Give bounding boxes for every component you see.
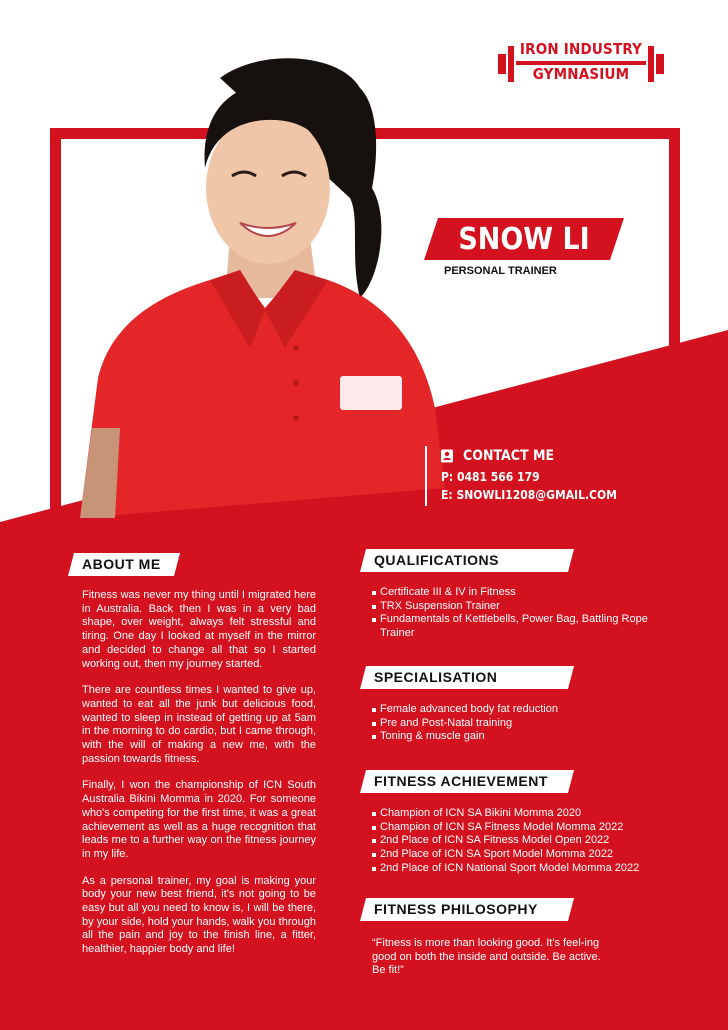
about-heading: ABOUT ME [82, 556, 161, 572]
list-item: Pre and Post-Natal training [372, 717, 652, 731]
logo-line-1: IRON INDUSTRY [519, 40, 643, 58]
list-item: Champion of ICN SA Bikini Momma 2020 [372, 807, 672, 821]
philosophy-heading: FITNESS PHILOSOPHY [374, 901, 538, 917]
contact-title: CONTACT ME [463, 448, 555, 464]
contact-book-icon [440, 449, 454, 463]
list-item: Fundamentals of Kettlebells, Power Bag, Battling Rope Trainer [372, 613, 652, 640]
about-paragraph: There are countless times I wanted to give up, wanted to eat all the junk but delicious food, wanted to sleep in instead of getting up at 5am in the morning to do cardio, but I came through, with the will of making a new me, with the passion towards fitness. [82, 684, 316, 765]
contact-email[interactable]: E: SNOWLI1208@GMAIL.COM [441, 488, 617, 502]
about-paragraph: As a personal trainer, my goal is making your body your new best friend, it's not going to be easy but all you need to know is, I will be there, by your side, hold your hands, walk you through all the pain and joy to the finish line, a fitter, healthier, happier body and life! [82, 874, 316, 956]
list-item: Certificate III & IV in Fitness [372, 586, 652, 600]
list-item: Toning & muscle gain [372, 730, 652, 744]
achievement-list [372, 807, 672, 876]
qualifications-heading-banner [360, 549, 574, 572]
philosophy-quote: “Fitness is more than looking good. It's feel-ing good on both the inside and outside. Be active. Be fit!” [372, 937, 601, 977]
qualifications-list [372, 586, 652, 641]
contact-block [425, 446, 627, 506]
about-paragraph: Fitness was never my thing until I migrated here in Australia. Back then I was in a very bad shape, over weight, always felt stressful and tiring. One day I looked at myself in the mirror and decided to change all that so I started working out, then my journey started. [82, 589, 316, 670]
trainer-role: PERSONAL TRAINER [444, 265, 557, 277]
philosophy-heading-banner [360, 898, 574, 921]
list-item: 2nd Place of ICN SA Sport Model Momma 2022 [372, 848, 672, 862]
specialisation-heading: SPECIALISATION [374, 669, 498, 685]
about-text [82, 589, 316, 970]
list-item: 2nd Place of ICN National Sport Model Momma 2022 [372, 862, 672, 876]
specialisation-list [372, 703, 652, 744]
trainer-name: SNOW LI [458, 222, 590, 257]
achievement-heading-banner [360, 770, 574, 793]
list-item: 2nd Place of ICN SA Fitness Model Open 2022 [372, 834, 672, 848]
contact-phone[interactable]: P: 0481 566 179 [441, 470, 540, 484]
list-item: TRX Suspension Trainer [372, 600, 652, 614]
achievement-heading: FITNESS ACHIEVEMENT [374, 773, 548, 789]
qualifications-heading: QUALIFICATIONS [374, 552, 499, 568]
trainer-photo [60, 48, 450, 518]
specialisation-heading-banner [360, 666, 574, 689]
list-item: Champion of ICN SA Fitness Model Momma 2022 [372, 821, 672, 835]
list-item: Female advanced body fat reduction [372, 703, 652, 717]
iron-industry-logo [498, 38, 664, 90]
about-heading-banner [68, 553, 180, 576]
about-paragraph: Finally, I won the championship of ICN South Australia Bikini Momma in 2020. For someone who's competing for the first time, it was a great achievement as well as a huge recognition that leads me to a further way on the fitness journey in my life. [82, 779, 316, 860]
logo-line-2: GYMNASIUM [532, 65, 630, 83]
name-banner [424, 218, 624, 260]
